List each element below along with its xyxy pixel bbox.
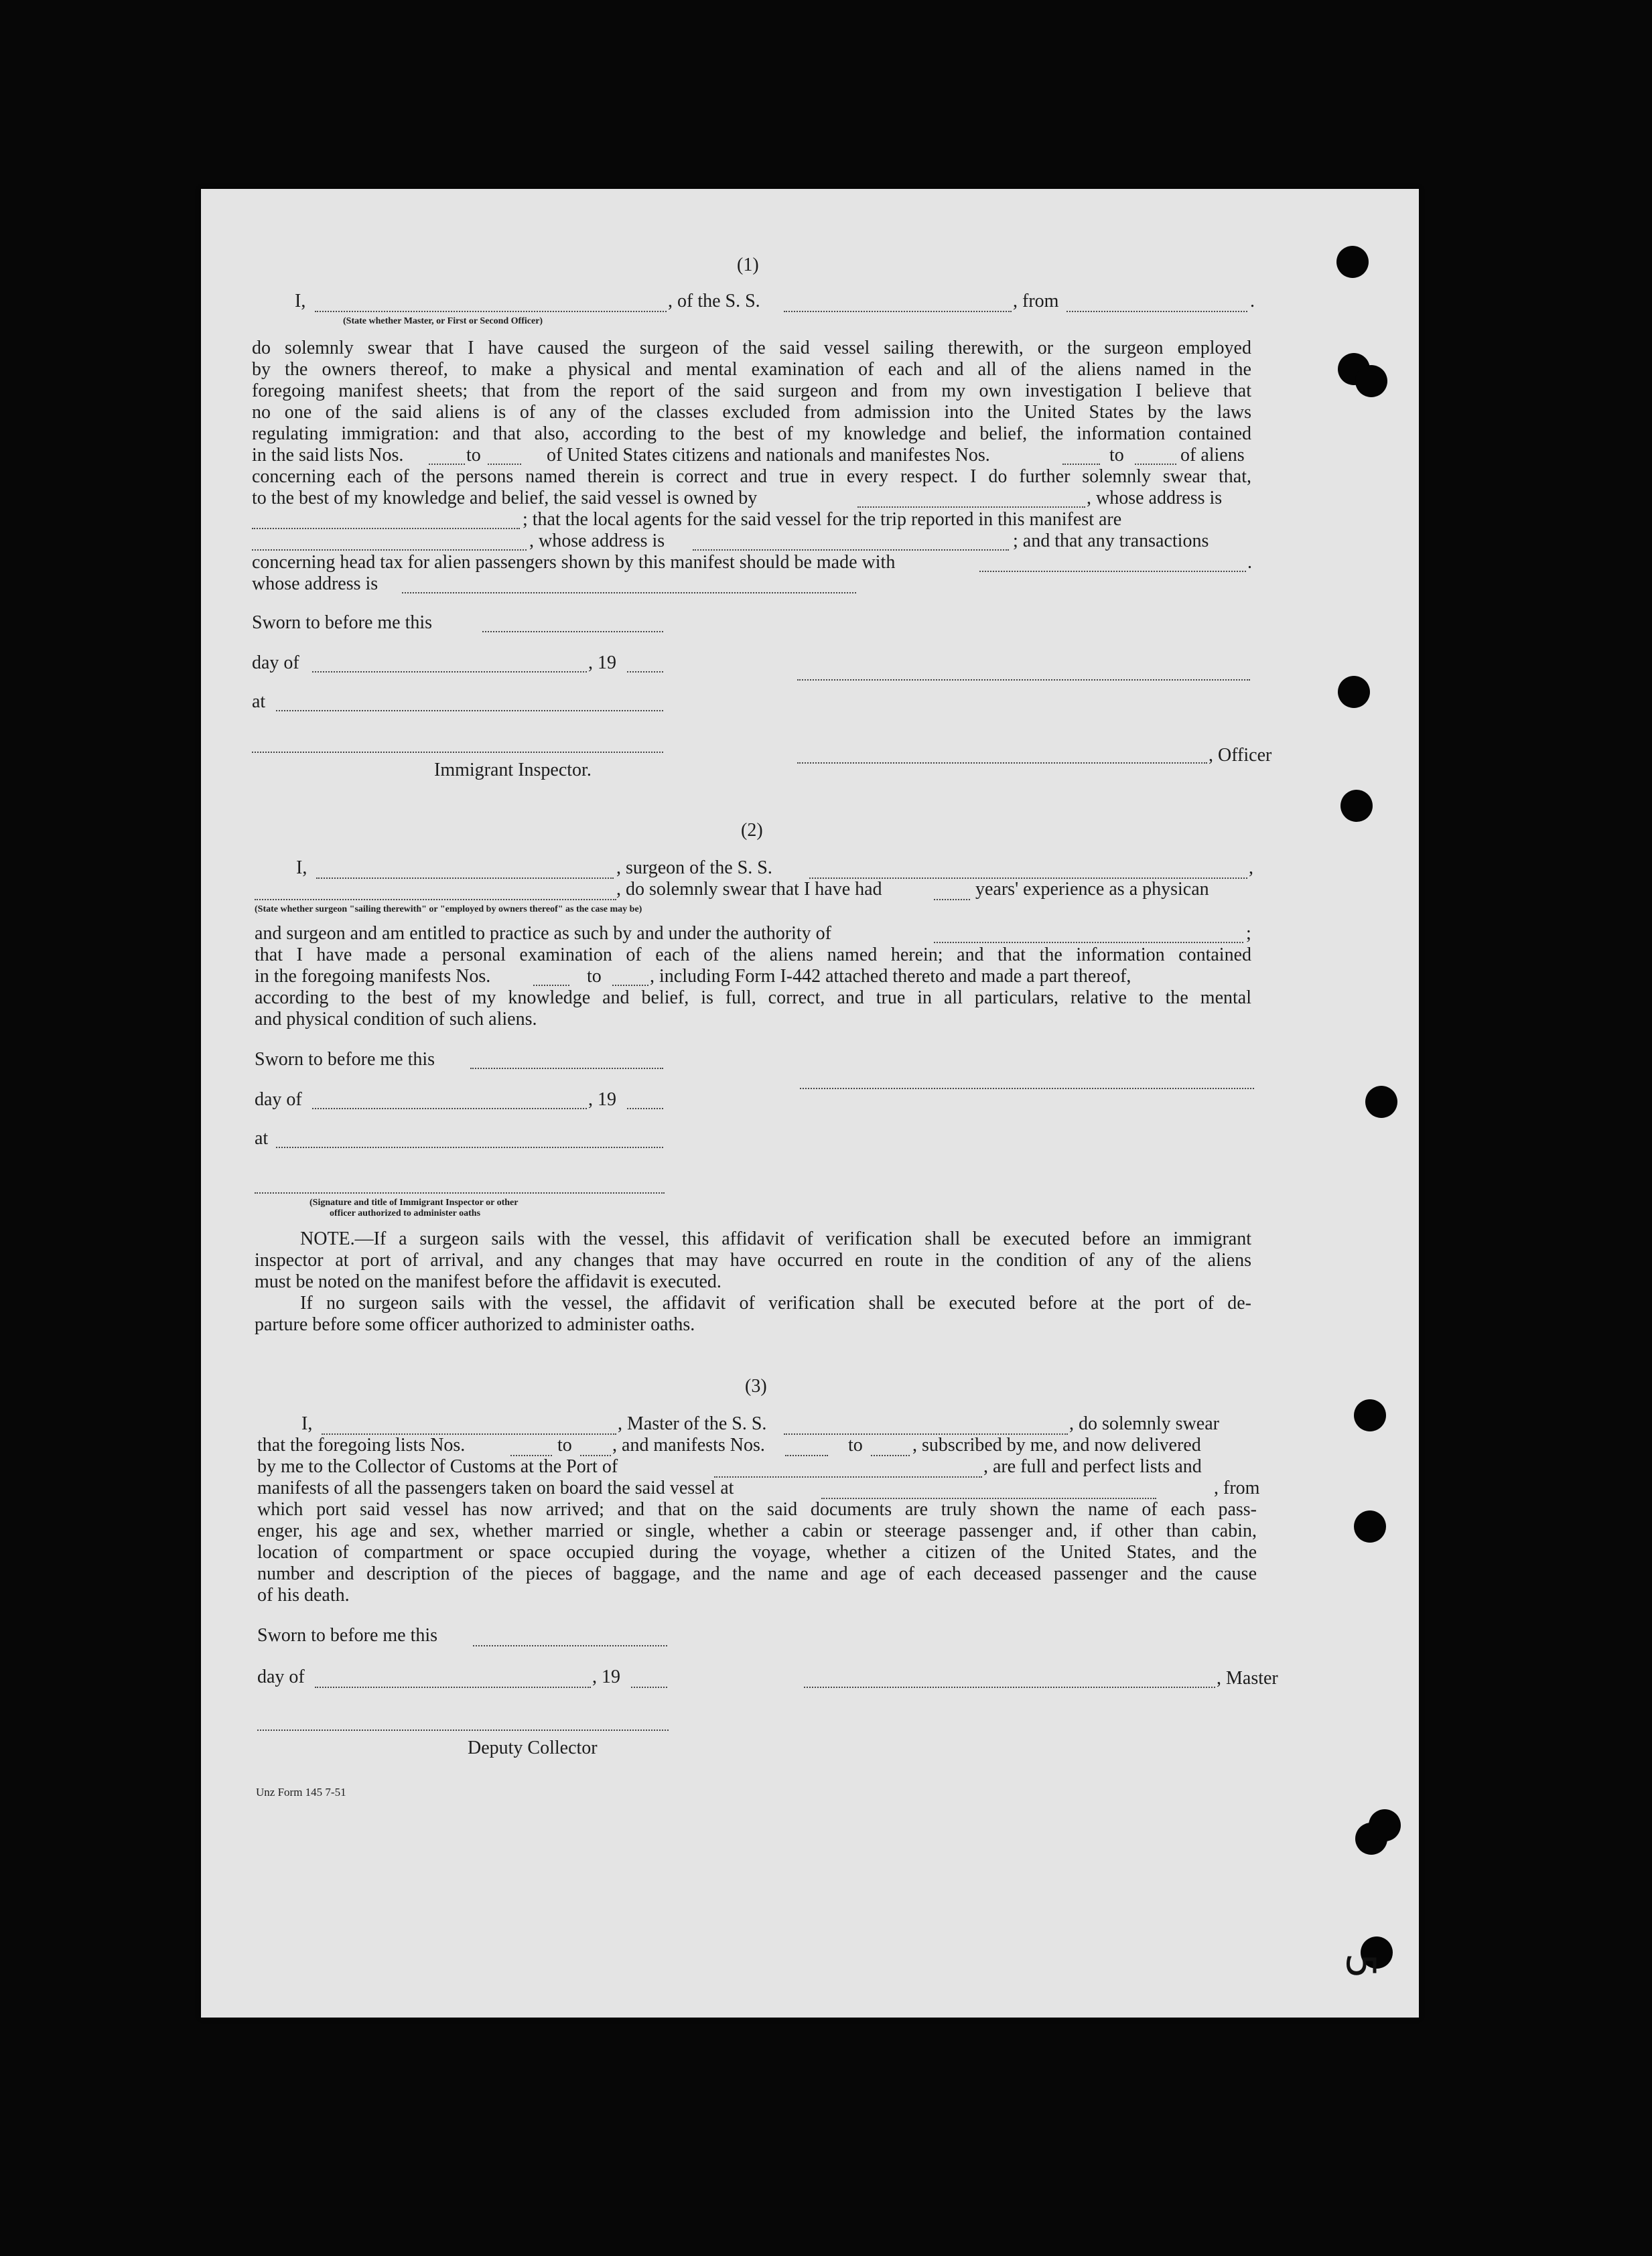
s1-agents-field[interactable] <box>252 549 527 551</box>
s1-agents-address-field[interactable] <box>693 549 1009 551</box>
s1-owner-address-field[interactable] <box>252 528 520 529</box>
s3-last-line: of his death. <box>257 1585 350 1606</box>
s3-deputy-label: Deputy Collector <box>468 1738 598 1758</box>
s3-line2-c: , and manifests Nos. <box>612 1435 765 1456</box>
s2-sig-caption-1: (Signature and title of Immigrant Inspector or other <box>309 1198 519 1208</box>
s1-whose: whose address is <box>252 573 378 594</box>
s3-line3-a: by me to the Collector of Customs at the Port of <box>257 1456 618 1477</box>
s3-line2-d: to <box>848 1435 863 1456</box>
s3-para-line: which port said vessel has now arrived; and that on the said documents are truly shown the name of each pass- <box>257 1499 1257 1520</box>
s2-authority-field[interactable] <box>934 942 1243 943</box>
s1-para-line: no one of the said aliens is of any of the classes excluded from admission into the United States by the laws <box>252 402 1251 423</box>
s1-owned-b: , whose address is <box>1087 488 1223 508</box>
binder-hole <box>1340 790 1373 822</box>
s2-year-field[interactable] <box>627 1108 663 1109</box>
s3-para-line: location of compartment or space occupied during the voyage, whether a citizen of the United States, and the <box>257 1542 1257 1563</box>
s1-sworn: Sworn to before me this <box>252 612 433 633</box>
s2-name-field[interactable] <box>316 877 614 879</box>
s1-officer-signature-line[interactable] <box>797 679 1250 681</box>
s2-sworn-field[interactable] <box>470 1068 663 1069</box>
s1-officer-field[interactable] <box>315 311 667 312</box>
s1-from-field[interactable] <box>1066 311 1247 312</box>
note-line: must be noted on the manifest before the affidavit is executed. <box>255 1271 721 1292</box>
s1-headtax: concerning head tax for alien passengers shown by this manifest should be made with <box>252 552 896 573</box>
s3-line2-e: , subscribed by me, and now delivered <box>912 1435 1201 1456</box>
s3-lead: I, <box>301 1413 313 1434</box>
form-id: Unz Form 145 7-51 <box>256 1786 346 1799</box>
s2-years-field[interactable] <box>934 899 970 900</box>
s1-sworn-field[interactable] <box>482 631 663 632</box>
s1-para-line: do solemnly swear that I have caused the surgeon of the said vessel sailing therewith, or the surgeon employed <box>252 338 1251 358</box>
s1-para-line: regulating immigration: and that also, according to the best of my knowledge and belief, the information contained <box>252 423 1251 444</box>
s2-line5-b: to <box>587 966 602 987</box>
section-3-number: (3) <box>745 1376 767 1397</box>
s2-line5-c: , including Form I-442 attached thereto and made a part thereof, <box>650 966 1131 987</box>
s2-dayof: day of <box>255 1089 302 1110</box>
s1-inspector-label: Immigrant Inspector. <box>434 760 592 780</box>
binder-hole <box>1354 1510 1386 1543</box>
s1-lead: I, <box>295 291 306 311</box>
s3-year-field[interactable] <box>631 1687 667 1688</box>
s1-officer-title-line[interactable] <box>797 762 1207 764</box>
s3-para-line: enger, his age and sex, whether married or single, whether a cabin or steerage passenger and, if other than cabin, <box>257 1521 1257 1541</box>
s1-manifest-to-field[interactable] <box>1135 464 1176 465</box>
s3-year: , 19 <box>592 1667 620 1687</box>
binder-hole <box>1354 1399 1386 1431</box>
s3-line3-b: , are full and perfect lists and <box>983 1456 1202 1477</box>
note-line: inspector at port of arrival, and any changes that may have occurred en route in the condition of any of the aliens <box>255 1250 1251 1271</box>
s2-caption: (State whether surgeon "sailing therewith" or "employed by owners thereof" as the case may be) <box>255 904 642 914</box>
s1-officer-label: , Officer <box>1209 745 1272 766</box>
s3-master-signature-line[interactable] <box>804 1687 1215 1688</box>
s1-caption: (State whether Master, or First or Second Officer) <box>343 316 543 326</box>
s3-master-of: , Master of the S. S. <box>618 1413 767 1434</box>
section-1-number: (1) <box>737 255 759 275</box>
s3-dayof: day of <box>257 1667 305 1687</box>
binder-hole <box>1365 1086 1397 1118</box>
s3-manifest-from-field[interactable] <box>785 1455 828 1456</box>
note-line: If no surgeon sails with the vessel, the affidavit of verification shall be executed before at the port of de- <box>300 1293 1251 1314</box>
s1-para-line: foregoing manifest sheets; that from the report of the said surgeon and from my own investigation I believe that <box>252 380 1251 401</box>
s3-line2-b: to <box>557 1435 572 1456</box>
s3-port-field[interactable] <box>714 1476 982 1478</box>
s1-at: at <box>252 691 266 712</box>
s3-manifest-to-field[interactable] <box>871 1455 910 1456</box>
s2-year: , 19 <box>588 1089 616 1110</box>
s1-from: , from <box>1013 291 1059 311</box>
s1-dayof: day of <box>252 652 299 673</box>
s3-line2-a: that the foregoing lists Nos. <box>257 1435 466 1456</box>
s3-para-line: number and description of the pieces of baggage, and the name and age of each deceased passenger and the cause <box>257 1563 1257 1584</box>
s1-headtax-end: . <box>1247 552 1252 573</box>
s3-line1-end: , do solemnly swear <box>1069 1413 1219 1434</box>
s1-whose-field[interactable] <box>402 592 856 593</box>
s1-lists-c: of United States citizens and nationals and manifestes Nos. <box>547 445 990 466</box>
s2-line2-b: years' experience as a physican <box>975 879 1209 900</box>
s1-para-line: by the owners thereof, to make a physical and mental examination of each and all of the aliens named in the <box>252 359 1251 380</box>
s3-master-label: , Master <box>1217 1668 1278 1689</box>
s2-at: at <box>255 1128 269 1149</box>
s2-line2-a: , do solemnly swear that I have had <box>616 879 882 900</box>
s1-agents: ; that the local agents for the said vessel for the trip reported in this manifest are <box>523 509 1122 530</box>
s1-at-field[interactable] <box>276 710 663 711</box>
s2-line4: that I have made a personal examination of each of the aliens named herein; and that the information contained <box>255 944 1251 965</box>
s3-sworn-field[interactable] <box>473 1645 667 1646</box>
s3-collector-signature-line[interactable] <box>257 1730 669 1731</box>
s1-address-b: ; and that any transactions <box>1013 531 1209 551</box>
binder-hole <box>1369 1809 1401 1841</box>
s3-line4-a: manifests of all the passengers taken on board the said vessel at <box>257 1478 734 1498</box>
s2-lead: I, <box>296 857 307 878</box>
note-line: NOTE.—If a surgeon sails with the vessel, this affidavit of verification shall be executed before an immigrant <box>300 1228 1251 1249</box>
s1-year: , 19 <box>588 652 616 673</box>
binder-hole <box>1336 246 1369 278</box>
section-2-number: (2) <box>741 820 763 841</box>
s2-line7: and physical condition of such aliens. <box>255 1009 537 1030</box>
s1-lists-e: of aliens <box>1180 445 1245 466</box>
form-page <box>201 189 1419 2018</box>
s1-lists-a: in the said lists Nos. <box>252 445 404 466</box>
s1-vessel-field[interactable] <box>784 311 1012 312</box>
s2-manifest-to-field[interactable] <box>612 985 648 986</box>
s3-sworn: Sworn to before me this <box>257 1625 438 1646</box>
s2-line6: according to the best of my knowledge and belief, is full, correct, and true in all particulars, relative to the mental <box>255 987 1251 1008</box>
s2-day-field[interactable] <box>312 1108 587 1109</box>
binder-hole <box>1355 365 1387 397</box>
s2-inspector-signature-line[interactable] <box>255 1192 665 1194</box>
s1-lists-to-field[interactable] <box>488 464 521 465</box>
s1-concerning: concerning each of the persons named therein is correct and true in every respect. I do further solemnly swear that, <box>252 466 1251 487</box>
note-line: parture before some officer authorized to administer oaths. <box>255 1314 695 1335</box>
s3-day-field[interactable] <box>315 1687 591 1688</box>
s2-line3-end: ; <box>1246 923 1251 944</box>
s1-manifest-from-field[interactable] <box>1062 464 1100 465</box>
s2-status-field[interactable] <box>255 899 616 900</box>
s1-address-a: , whose address is <box>529 531 665 551</box>
s2-manifest-from-field[interactable] <box>533 985 569 986</box>
s1-lists-from-field[interactable] <box>429 464 465 465</box>
s1-owned-a: to the best of my knowledge and belief, the said vessel is owned by <box>252 488 758 508</box>
s2-at-field[interactable] <box>276 1147 663 1148</box>
handwritten-page-number: 5 <box>1337 1953 1385 1979</box>
s1-lists-b: to <box>466 445 481 466</box>
s1-lists-d: to <box>1109 445 1124 466</box>
s2-surgeon-signature-line[interactable] <box>800 1088 1254 1089</box>
s2-sig-caption-2: officer authorized to administer oaths <box>330 1208 481 1218</box>
s2-end: , <box>1249 857 1253 878</box>
s1-inspector-signature-line[interactable] <box>252 752 663 753</box>
s2-line3: and surgeon and am entitled to practice as such by and under the authority of <box>255 923 831 944</box>
s1-owner-field[interactable] <box>857 506 1085 508</box>
s1-of-ss: , of the S. S. <box>668 291 760 311</box>
s3-line4-b: , from <box>1214 1478 1260 1498</box>
s1-headtax-field[interactable] <box>979 571 1246 572</box>
s1-end: . <box>1250 291 1255 311</box>
s2-line5-a: in the foregoing manifests Nos. <box>255 966 491 987</box>
s2-surgeon-of: , surgeon of the S. S. <box>616 857 772 878</box>
s1-day-field[interactable] <box>312 671 587 673</box>
s1-year-field[interactable] <box>627 671 663 673</box>
s2-sworn: Sworn to before me this <box>255 1049 435 1070</box>
binder-hole <box>1338 676 1370 708</box>
